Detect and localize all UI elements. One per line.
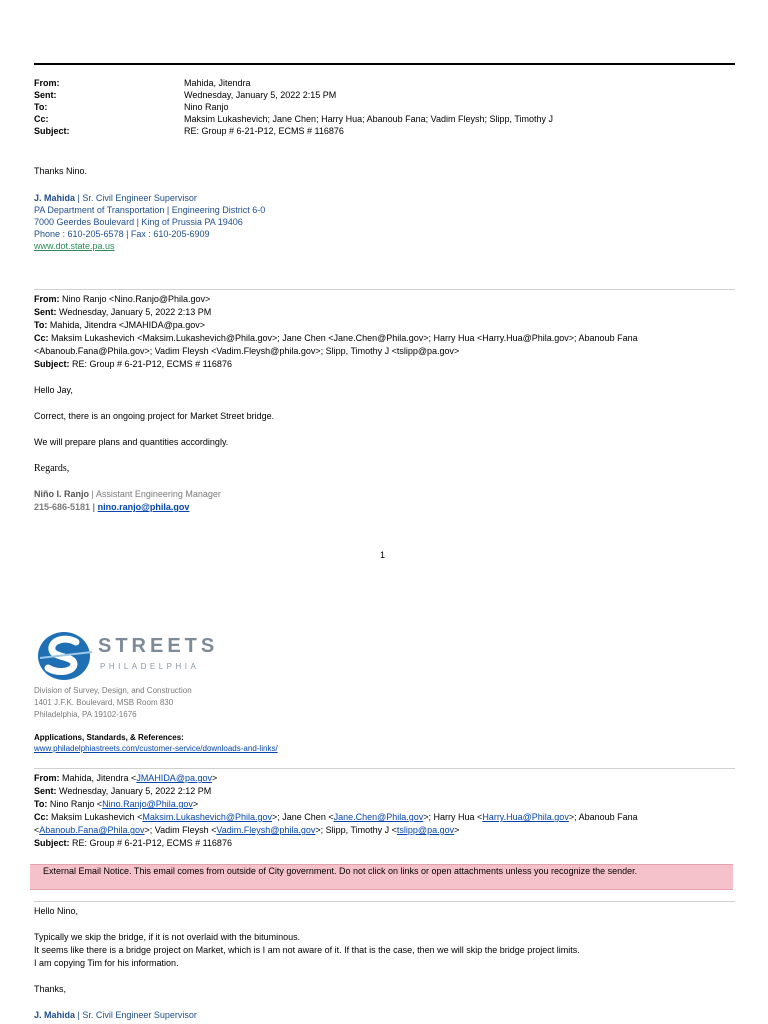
- email2-from: [34, 293, 210, 306]
- page-number: 1: [380, 550, 386, 560]
- email2-sig-title: | Assistant Engineering Manager: [91, 489, 221, 499]
- email3-para3: I am copying Tim for his information.: [34, 958, 179, 968]
- external-email-notice-text: External Email Notice. This email comes from outside of City government. Do not click on links or open attachments unless you recognize the sender.: [43, 866, 638, 876]
- email3-thanks: Thanks,: [34, 984, 67, 994]
- from-label: From:: [34, 78, 60, 88]
- email2-subject: [34, 358, 232, 371]
- email3-to-close: >: [192, 799, 199, 809]
- email3-cc: [34, 811, 638, 824]
- signature-line3: 7000 Geerdes Boulevard | King of Prussia PA 19406: [34, 217, 243, 227]
- sent-label: Sent:: [34, 90, 57, 100]
- email3-cc-c: >; Harry Hua <: [423, 812, 483, 822]
- signature-website-row: [34, 240, 115, 253]
- email3-cc-g-link[interactable]: tslipp@pa.gov: [396, 825, 455, 835]
- sent-value: Wednesday, January 5, 2022 2:15 PM: [184, 90, 337, 100]
- email3-para2: It seems like there is a bridge project on Market, which is I am not aware of it. If that is the case, then we will skip the bridge project limits.: [34, 945, 580, 955]
- to-value: Nino Ranjo: [184, 102, 229, 112]
- signature-name: J. Mahida: [34, 193, 76, 203]
- email3-cc-b-link[interactable]: Jane.Chen@Phila.gov: [333, 812, 424, 822]
- email2-to-label: To:: [34, 320, 48, 330]
- apps-link[interactable]: www.philadelphiastreets.com/customer-service/downloads-and-links/: [34, 744, 278, 753]
- email2-para2: We will prepare plans and quantities accordingly.: [34, 437, 229, 447]
- logo-sub: PHILADELPHIA: [100, 662, 200, 671]
- divider-email3: [34, 768, 735, 769]
- email2-to-value: Mahida, Jitendra <JMAHIDA@pa.gov>: [49, 320, 206, 330]
- email3-cc-h: >: [454, 825, 460, 835]
- email3-cc-a: Maksim Lukashevich <: [51, 812, 143, 822]
- email2-to: [34, 319, 205, 332]
- email2-sig-phone: 215-686-5181 |: [34, 502, 96, 512]
- email3-subject: [34, 837, 232, 850]
- email3-to: [34, 798, 198, 811]
- email3-sig-title: | Sr. Civil Engineer Supervisor: [77, 1010, 197, 1020]
- email3-cc-b: >; Jane Chen <: [272, 812, 334, 822]
- email3-from: [34, 772, 217, 785]
- email2-cc-value-1: Maksim Lukashevich <Maksim.Lukashevich@Phila.gov>; Jane Chen <Jane.Chen@Phila.gov>; Harry Hua <Harry.Hua@Phila.gov>; Abanoub Fana: [51, 333, 638, 343]
- email2-regards: Regards,: [34, 463, 70, 474]
- external-email-notice: [30, 864, 733, 890]
- email3-cc-c-link[interactable]: Harry.Hua@Phila.gov: [482, 812, 569, 822]
- email3-cc-cont: [34, 824, 459, 837]
- apps-link-row: [34, 743, 278, 754]
- email2-sig-name: Niño I. Ranjo: [34, 489, 89, 499]
- streets-line3: Philadelphia, PA 19102-1676: [34, 710, 137, 719]
- subject-value: RE: Group # 6-21-P12, ECMS # 116876: [184, 126, 344, 136]
- email2-subject-label: Subject:: [34, 359, 70, 369]
- email2-sent-value: Wednesday, January 5, 2022 2:13 PM: [59, 307, 212, 317]
- email2-signature-line2: [34, 501, 189, 514]
- email2-sent-label: Sent:: [34, 307, 57, 317]
- signature-line2: PA Department of Transportation | Engineering District 6-0: [34, 205, 266, 215]
- email3-cc-f: >; Vadim Fleysh <: [144, 825, 217, 835]
- email3-sent-value: Wednesday, January 5, 2022 2:12 PM: [59, 786, 212, 796]
- email2-from-label: From:: [34, 294, 60, 304]
- email3-cc-a-link[interactable]: Maksim.Lukashevich@Phila.gov: [142, 812, 273, 822]
- subject-label: Subject:: [34, 126, 70, 136]
- cc-label: Cc:: [34, 114, 49, 124]
- email3-subject-label: Subject:: [34, 838, 70, 848]
- email3-from-name: Mahida, Jitendra <: [62, 773, 137, 783]
- email3-to-label: To:: [34, 799, 48, 809]
- email2-cc: [34, 332, 638, 345]
- email1-body: Thanks Nino.: [34, 166, 88, 176]
- email3-to-link[interactable]: Nino.Ranjo@Phila.gov: [102, 799, 193, 809]
- email3-cc-d: >; Abanoub Fana: [568, 812, 638, 822]
- cc-value: Maksim Lukashevich; Jane Chen; Harry Hua; Abanoub Fana; Vadim Fleysh; Slipp, Timothy J: [184, 114, 554, 124]
- email2-cc-cont: <Abanoub.Fana@Phila.gov>; Vadim Fleysh <Vadim.Fleysh@phila.gov>; Slipp, Timothy J <tslipp@pa.gov>: [34, 346, 460, 356]
- email2-from-value: Nino Ranjo <Nino.Ranjo@Phila.gov>: [62, 294, 211, 304]
- email2-sent: [34, 306, 211, 319]
- email3-cc-label: Cc:: [34, 812, 49, 822]
- email2-sig-email[interactable]: nino.ranjo@phila.gov: [97, 502, 190, 512]
- email3-from-label: From:: [34, 773, 60, 783]
- logo-word: STREETS: [98, 635, 219, 657]
- streets-s-icon: [36, 628, 96, 684]
- signature-line4: Phone : 610-205-6578 | Fax : 610-205-6909: [34, 229, 210, 239]
- email3-cc-f-link[interactable]: Vadim.Fleysh@phila.gov: [216, 825, 316, 835]
- email3-from-close: >: [211, 773, 218, 783]
- streets-logo: [36, 628, 219, 684]
- divider-email3-body: [34, 901, 735, 902]
- email2-signature-line1: [34, 488, 221, 501]
- streets-line2: 1401 J.F.K. Boulevard, MSB Room 830: [34, 698, 174, 707]
- email2-cc-label: Cc:: [34, 333, 49, 343]
- email3-para1: Typically we skip the bridge, if it is not overlaid with the bituminous.: [34, 932, 301, 942]
- email3-cc-e: <: [34, 825, 40, 835]
- email3-sig-name: J. Mahida: [34, 1010, 76, 1020]
- email3-cc-e-link[interactable]: Abanoub.Fana@Phila.gov: [39, 825, 145, 835]
- email3-from-link[interactable]: JMAHIDA@pa.gov: [136, 773, 212, 783]
- email3-subject-value: RE: Group # 6-21-P12, ECMS # 116876: [72, 838, 232, 848]
- email2-para1: Correct, there is an ongoing project for Market Street bridge.: [34, 411, 275, 421]
- email3-cc-g: >; Slipp, Timothy J <: [315, 825, 397, 835]
- email3-sent: [34, 785, 211, 798]
- from-value: Mahida, Jitendra: [184, 78, 251, 88]
- signature-title: | Sr. Civil Engineer Supervisor: [77, 193, 197, 203]
- divider-email2: [34, 289, 735, 290]
- top-divider: [34, 63, 735, 65]
- email3-signature-line1: [34, 1009, 197, 1022]
- to-label: To:: [34, 102, 48, 112]
- email2-greeting: Hello Jay,: [34, 385, 73, 395]
- email2-subject-value: RE: Group # 6-21-P12, ECMS # 116876: [72, 359, 232, 369]
- streets-line1: Division of Survey, Design, and Construction: [34, 686, 192, 695]
- website-link[interactable]: www.dot.state.pa.us: [34, 241, 115, 251]
- email3-greeting: Hello Nino,: [34, 906, 79, 916]
- email3-to-name: Nino Ranjo <: [49, 799, 103, 809]
- email3-sent-label: Sent:: [34, 786, 57, 796]
- apps-label: Applications, Standards, & References:: [34, 733, 184, 742]
